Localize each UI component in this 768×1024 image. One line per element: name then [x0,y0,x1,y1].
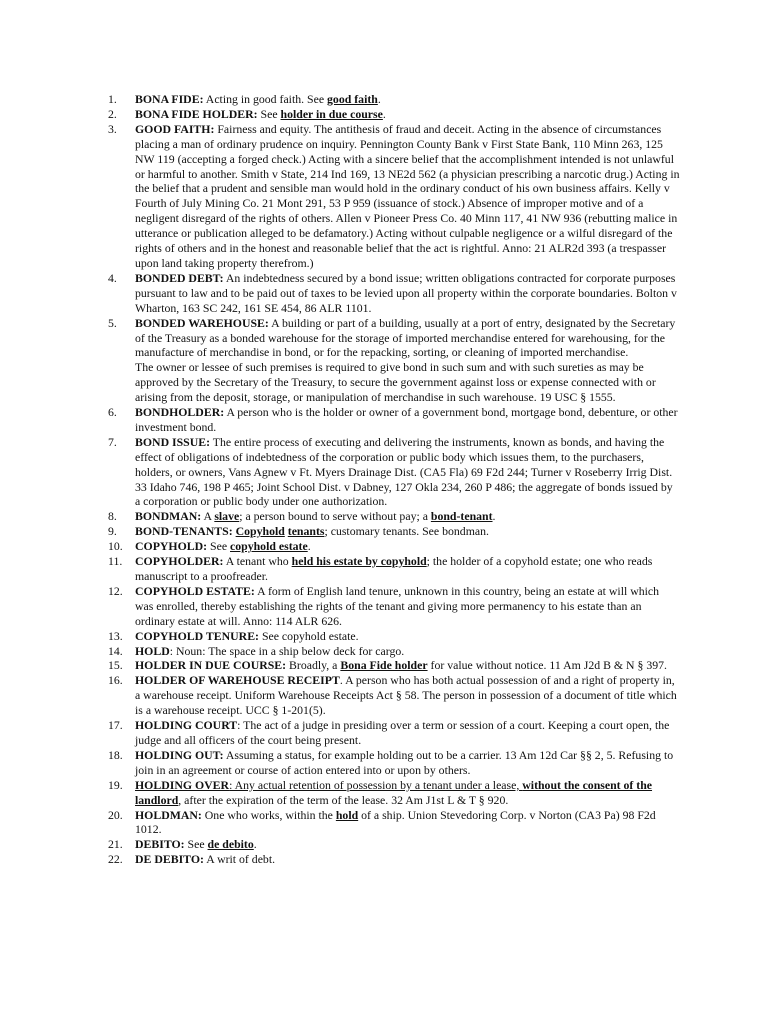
entry-number: 6. [108,405,117,420]
entry-text: A tenant who [223,554,292,569]
glossary-entry [108,316,680,405]
entry-paragraph [135,509,680,524]
entry-paragraph [135,405,680,435]
entry-text: . [307,539,311,554]
term-heading: HOLD [135,643,170,658]
entry-paragraph [135,658,680,673]
entry-paragraph [135,316,680,361]
entry-text: One who works, within the [201,807,336,822]
entry-paragraph [135,718,680,748]
entry-paragraph [135,271,680,316]
cross-reference-link[interactable]: held his estate by copyhold [291,554,427,569]
entry-number: 21. [108,837,123,852]
glossary-entry [108,435,680,510]
entry-text: . [253,837,257,852]
entry-paragraph [135,435,680,510]
glossary-entry [108,107,680,122]
entry-number: 4. [108,270,117,285]
entry-number: 20. [108,807,123,822]
cross-reference-link[interactable]: hold [335,807,359,822]
term-heading: BONDED WAREHOUSE: [135,315,269,330]
entry-paragraph [135,360,680,405]
glossary-entry [108,778,680,808]
glossary-entry [108,271,680,316]
cross-reference-link[interactable]: tenants [287,524,325,539]
entry-text: ; the holder of a copyhold estate; one who reads manuscript to a proofreader. [135,554,653,583]
entry-number: 14. [108,643,123,658]
entry-paragraph [135,778,680,808]
glossary-entry [108,644,680,659]
term-heading: HOLDER IN DUE COURSE: [135,658,287,673]
cross-reference-link[interactable]: Copyhold [235,524,285,539]
glossary-entry [108,629,680,644]
glossary-entry [108,554,680,584]
entry-text: See [207,539,231,554]
entry-text: A [201,509,215,524]
term-heading: HOLDING COURT [135,718,238,733]
entry-number: 7. [108,434,117,449]
term-heading: BOND ISSUE: [135,434,211,449]
glossary-entry [108,837,680,852]
glossary-entry [108,584,680,629]
glossary-entry [108,748,680,778]
entry-text: Acting in good faith. See [203,92,328,106]
entry-text: Broadly, a [286,658,341,673]
entry-number: 1. [108,92,117,106]
entry-text: The owner or lessee of such premises is required to give bond in such sum and with such sureties as may be approved by the Secretary of the Treasury, to secure the government against loss or expense connected with or arising from the deposit, storage, or manipulation of merchandise in such warehouse. 19 USC § 1555. [135,360,656,405]
entry-paragraph [135,122,680,271]
term-heading: GOOD FAITH: [135,121,215,136]
entry-text: An indebtedness secured by a bond issue; written obligations contracted for corporate purposes pursuant to law and to be paid out of taxes to be levied upon all property within the corporate boundaries. Bolton v Wharton, 163 SC 242, 161 SE 454, 86 ALR 1101. [135,270,677,315]
entry-paragraph [135,644,680,659]
term-heading: BONA FIDE HOLDER: [135,106,258,121]
entry-text: Assuming a status, for example holding out to be a carrier. 13 Am 12d Car §§ 2, 5. Refusing to join in an agreement or course of action entered into or upon by others. [135,747,674,777]
term-heading: COPYHOLD: [135,539,208,554]
cross-reference-link[interactable]: good faith [327,92,378,106]
entry-paragraph [135,673,680,718]
cross-reference-link[interactable]: slave [214,509,240,524]
entry-text: : The act of a judge in presiding over a term or session of a court. Keeping a court open, the judge and all officers of the court being present. [135,718,670,747]
entry-number: 15. [108,658,123,673]
entry-text: See copyhold estate. [259,628,359,643]
entry-number: 13. [108,628,123,643]
entry-number: 12. [108,583,123,598]
term-heading: BOND-TENANTS: [135,524,233,539]
glossary-entry [108,92,680,107]
entry-paragraph [135,748,680,778]
entry-text: . [382,106,386,121]
entry-text: A writ of debt. [203,852,276,867]
term-heading: BONDED DEBT: [135,270,224,285]
entry-number: 16. [108,673,123,688]
entry-number: 3. [108,121,117,136]
term-heading: COPYHOLD TENURE: [135,628,259,643]
entry-text: , after the expiration of the term of the lease. 32 Am J1st L & T § 920. [178,792,509,807]
entry-text: ; a person bound to serve without pay; a [239,509,431,524]
entry-text: ; customary tenants. See bondman. [324,524,489,539]
entry-paragraph [135,554,680,584]
entry-number: 2. [108,106,117,121]
entry-text: A form of English land tenure, unknown in this country, being an estate at will which was enrolled, thereby establishing the rights of the tenant and giving more permanency to his estate than an ordinary estate at will. Anno: 114 ALR 626. [135,583,660,628]
entry-paragraph [135,524,680,539]
cross-reference-link[interactable]: without the consent of the landlord [135,777,653,807]
entry-text: A building or part of a building, usually at a port of entry, designated by the Secretary of the Treasury as a bonded warehouse for the storage of imported merchandise entered for warehousing, for the manufacture of merchandise in bond, or for the repacking, sorting, or cleaning of imported merchandise. [135,315,676,360]
glossary-list [108,92,680,867]
glossary-entry [108,122,680,271]
glossary-entry [108,718,680,748]
entry-number: 19. [108,777,123,792]
entry-number: 10. [108,539,123,554]
entry-paragraph [135,92,680,107]
entry-text: See [257,106,281,121]
glossary-entry [108,524,680,539]
entry-number: 11. [108,554,123,569]
cross-reference-link[interactable]: bond-tenant [430,509,493,524]
entry-number: 5. [108,315,117,330]
term-heading: HOLDMAN: [135,807,202,822]
entry-number: 9. [108,524,117,539]
entry-paragraph [135,852,680,867]
cross-reference-link[interactable]: holder in due course [280,106,383,121]
entry-paragraph [135,584,680,629]
term-heading: BONDHOLDER: [135,405,225,420]
entry-number: 17. [108,718,123,733]
term-heading: DE DEBITO: [135,852,204,867]
entry-text: . A person who has both actual possession of and a right of property in, a warehouse receipt. Uniform Warehouse Receipts Act § 58. The person in possession of a document of title which is a warehouse receipt. UCC § 1-201(5). [135,673,677,718]
glossary-entry [108,808,680,838]
entry-text: See [184,837,208,852]
entry-number: 22. [108,852,123,867]
term-heading: COPYHOLDER: [135,554,224,569]
entry-paragraph [135,629,680,644]
glossary-entry [108,658,680,673]
glossary-entry [108,539,680,554]
entry-text: Fairness and equity. The antithesis of fraud and deceit. Acting in the absence of circumstances placing a man of ordinary prudence on inquiry. Pennington County Bank v First State Bank, 110 Minn 263, 125 NW 119 (accepting a forged check.) Acting with a sincere belief that the accomplishment intended is not unlawful or harmful to another. Smith v State, 214 Ind 169, 13 NE2d 562 (a physician prescribing a narcotic drug.) Acting in the belief that a prudent and sensible man would hold in the ordinary conduct of his own business affairs. Kelly v Fourth of July Mining Co. 21 Mont 291, 53 P 959 (issuance of stock.) Absence of improper motive and of a negligent disregard of the rights of others. Allen v Pioneer Press Co. 40 Minn 117, 41 NW 936 (rebutting malice in utterance or publication alleged to be defamatory.) Acting without culpable negligence or a wilful disregard of the rights of others and in the honest and reasonable belief that the act is rightful. Anno: 21 ALR2d 393 (a trespasser upon land taking property therefrom.) [135,121,680,270]
entry-text: The entire process of executing and delivering the instruments, known as bonds, and having the effect of obligations of indebtedness of the corporation or public body which issues them, to the purchasers, holders, or owners, Vans Agnew v Ft. Myers Drainage Dist. (CA5 Fla) 69 F2d 244; Turner v Roseberry Irrig Dist. 33 Idaho 746, 198 P 465; Joint School Dist. v Dabney, 127 Okla 234, 260 P 486; the aggregate of bonds issued by a corporation or public body under one authorization. [135,434,673,509]
entry-text: of a ship. Union Stevedoring Corp. v Norton (CA3 Pa) 98 F2d 1012. [135,807,656,837]
entry-text: A person who is the holder or owner of a government bond, mortgage bond, debenture, or other investment bond. [135,405,678,434]
term-heading: HOLDING OUT: [135,747,224,762]
term-heading: HOLDER OF WAREHOUSE RECEIPT [135,673,340,688]
entry-number: 18. [108,747,123,762]
term-heading: COPYHOLD ESTATE: [135,583,255,598]
entry-paragraph [135,808,680,838]
cross-reference-link[interactable]: Bona Fide holder [340,658,428,673]
glossary-entry [108,405,680,435]
entry-text: . [492,509,496,524]
entry-text: : Noun: The space in a ship below deck for cargo. [169,643,405,658]
entry-paragraph [135,837,680,852]
cross-reference-link[interactable]: HOLDING OVER [135,777,230,792]
entry-text: for value without notice. 11 Am J2d B & N § 397. [427,658,667,673]
glossary-entry [108,852,680,867]
term-heading: BONDMAN: [135,509,202,524]
entry-text: . [377,92,381,106]
glossary-entry [108,509,680,524]
entry-paragraph [135,539,680,554]
cross-reference-link[interactable]: copyhold estate [230,539,308,554]
underlined-text: : Any actual retention of possession by a tenant under a lease, [229,777,523,792]
entry-number: 8. [108,509,117,524]
cross-reference-link[interactable]: de debito [207,837,254,852]
term-heading: DEBITO: [135,837,185,852]
term-heading: BONA FIDE: [135,92,204,106]
entry-paragraph [135,107,680,122]
glossary-entry [108,673,680,718]
